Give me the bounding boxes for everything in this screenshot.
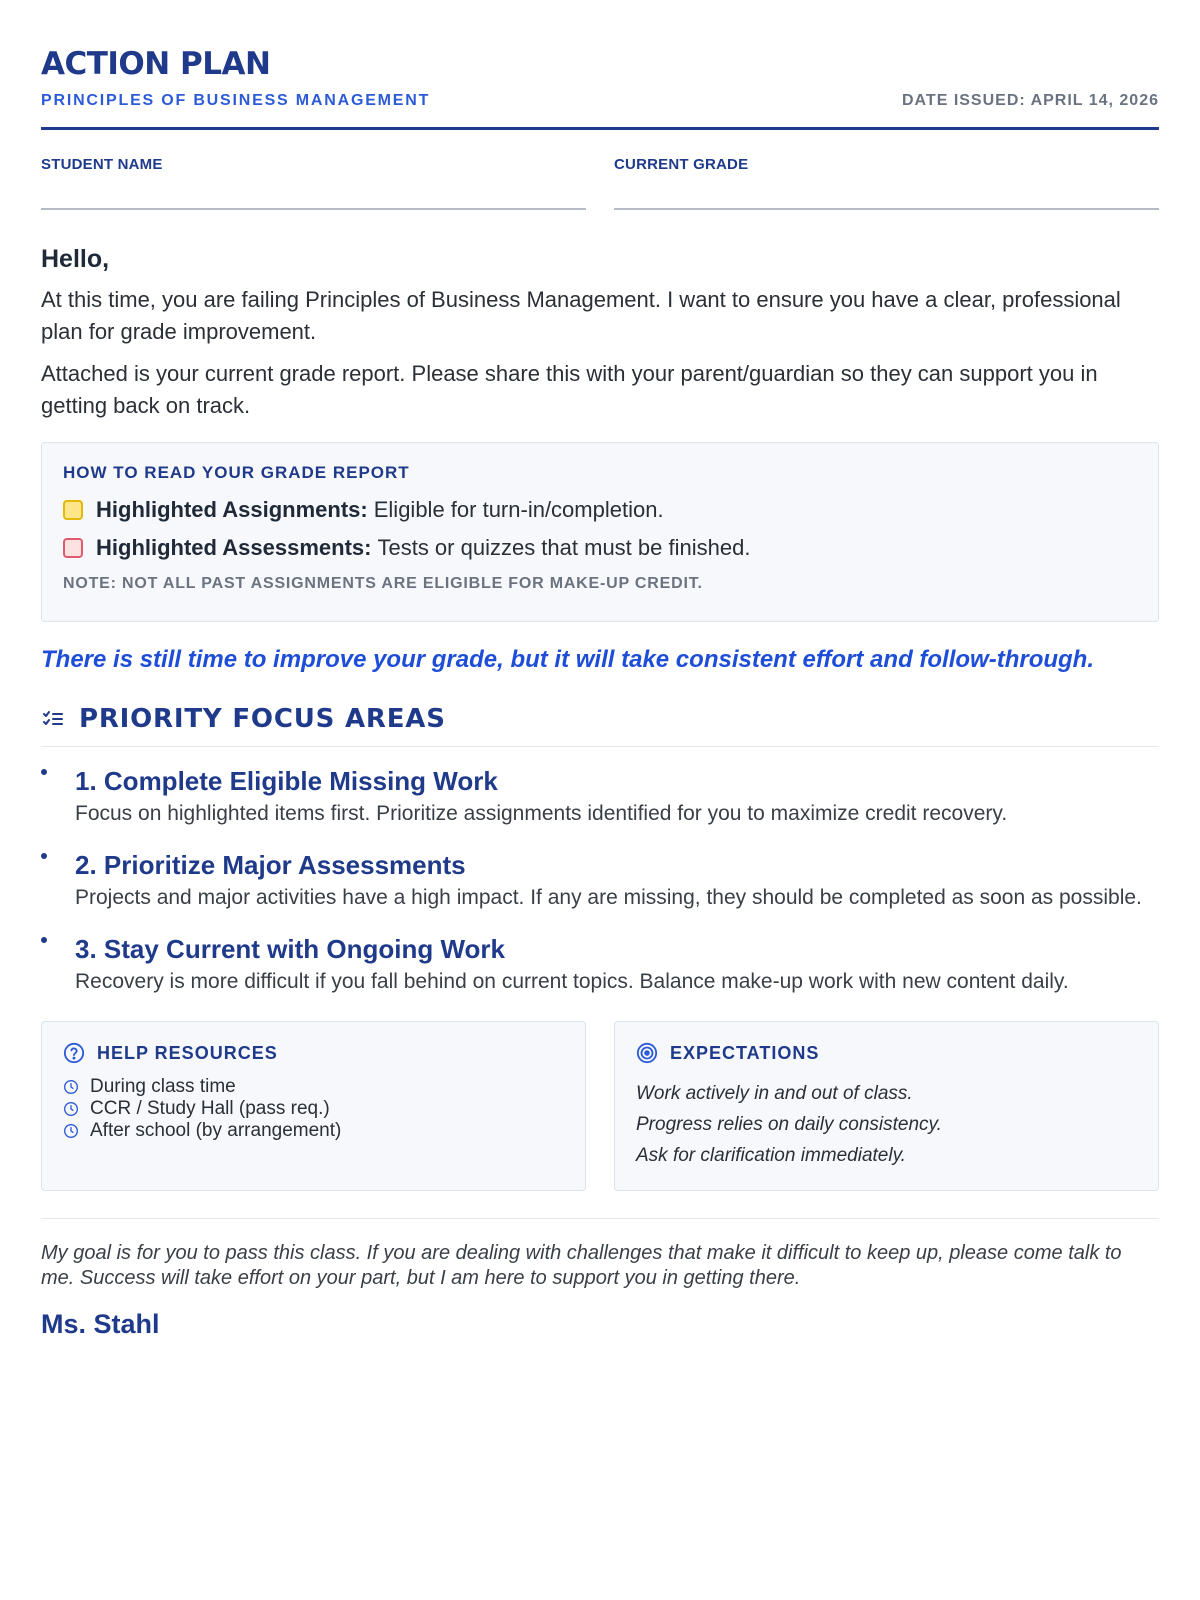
date-issued: DATE ISSUED: APRIL 14, 2026 bbox=[902, 92, 1159, 109]
legend-note: NOTE: NOT ALL PAST ASSIGNMENTS ARE ELIGIBLE FOR MAKE-UP CREDIT. bbox=[63, 575, 703, 592]
student-name-field bbox=[41, 156, 586, 210]
clock-icon bbox=[63, 1123, 79, 1139]
footer-divider bbox=[41, 1218, 1159, 1219]
help-item-text: During class time bbox=[90, 1076, 236, 1097]
priority-section-header bbox=[41, 704, 1159, 747]
legend-item-text: Tests or quizzes that must be finished. bbox=[377, 535, 751, 560]
list-item bbox=[41, 765, 1159, 829]
list-item bbox=[41, 849, 1159, 913]
intro-paragraph: At this time, you are failing Principles of Business Management. I want to ensure you have a clear, professional plan for grade improvement. bbox=[41, 287, 1121, 344]
bullet bbox=[41, 769, 47, 775]
current-grade-line[interactable] bbox=[614, 174, 1159, 210]
legend-item-label: Highlighted Assessments: bbox=[96, 535, 372, 560]
current-grade-field bbox=[614, 156, 1159, 210]
list-item bbox=[63, 1076, 564, 1098]
help-item-text: After school (by arrangement) bbox=[90, 1120, 342, 1141]
focus-item-desc: Focus on highlighted items first. Prioritize assignments identified for you to maximize credit recovery. bbox=[75, 802, 1008, 825]
grade-report-legend bbox=[41, 442, 1159, 622]
teacher-signature: Ms. Stahl bbox=[41, 1309, 160, 1339]
legend-item-label: Highlighted Assignments: bbox=[96, 497, 368, 522]
closing-note: My goal is for you to pass this class. If you are dealing with challenges that make it difficult to keep up, please come talk to me. Success will take effort on your part, but I am here to support you in getting there. bbox=[41, 1242, 1122, 1289]
student-name-label: STUDENT NAME bbox=[41, 156, 163, 173]
section-title: PRIORITY FOCUS AREAS bbox=[79, 704, 446, 734]
card-title: EXPECTATIONS bbox=[670, 1042, 820, 1063]
yellow-highlight-swatch bbox=[63, 500, 83, 520]
question-circle-icon bbox=[63, 1042, 85, 1064]
card-header bbox=[636, 1042, 1137, 1064]
focus-item-desc: Recovery is more difficult if you fall behind on current topics. Balance make-up work with new content daily. bbox=[75, 970, 1069, 993]
info-cards bbox=[41, 1021, 1159, 1191]
checklist-icon bbox=[41, 707, 65, 731]
priority-focus-list bbox=[41, 765, 1159, 997]
clock-icon bbox=[63, 1079, 79, 1095]
page-title: ACTION PLAN bbox=[41, 46, 271, 82]
header-subrow bbox=[41, 90, 1159, 112]
focus-item-title: 1. Complete Eligible Missing Work bbox=[75, 766, 498, 796]
legend-item-assignments bbox=[63, 497, 1137, 523]
list-item bbox=[41, 933, 1159, 997]
list-item bbox=[63, 1120, 564, 1142]
expectations-list bbox=[636, 1078, 1137, 1171]
focus-item-title: 3. Stay Current with Ongoing Work bbox=[75, 934, 505, 964]
bullet bbox=[41, 937, 47, 943]
legend-title: HOW TO READ YOUR GRADE REPORT bbox=[63, 463, 410, 482]
list-item: Progress relies on daily consistency. bbox=[636, 1114, 942, 1135]
focus-item-desc: Projects and major activities have a high impact. If any are missing, they should be completed as soon as possible. bbox=[75, 886, 1142, 909]
card-header bbox=[63, 1042, 564, 1064]
course-subtitle: PRINCIPLES OF BUSINESS MANAGEMENT bbox=[41, 92, 431, 109]
clock-icon bbox=[63, 1101, 79, 1117]
help-list bbox=[63, 1076, 564, 1142]
greeting: Hello, bbox=[41, 245, 110, 273]
expectations-card bbox=[614, 1021, 1159, 1191]
encouragement-callout: There is still time to improve your grade, but it will take consistent effort and follow-through. bbox=[41, 646, 1094, 673]
student-name-line[interactable] bbox=[41, 174, 586, 210]
target-icon bbox=[636, 1042, 658, 1064]
card-title: HELP RESOURCES bbox=[97, 1042, 278, 1063]
list-item: Ask for clarification immediately. bbox=[636, 1145, 906, 1166]
legend-item-text: Eligible for turn-in/completion. bbox=[373, 497, 664, 522]
list-item: Work actively in and out of class. bbox=[636, 1083, 913, 1104]
help-resources-card bbox=[41, 1021, 586, 1191]
current-grade-label: CURRENT GRADE bbox=[614, 156, 749, 173]
student-fields bbox=[41, 156, 1159, 210]
red-highlight-swatch bbox=[63, 538, 83, 558]
list-item bbox=[63, 1098, 564, 1120]
help-item-text: CCR / Study Hall (pass req.) bbox=[90, 1098, 330, 1119]
report-paragraph: Attached is your current grade report. Please share this with your parent/guardian so they can support you in getting back on track. bbox=[41, 361, 1098, 418]
legend-item-assessments bbox=[63, 535, 1137, 561]
header-divider bbox=[41, 127, 1159, 130]
bullet bbox=[41, 853, 47, 859]
focus-item-title: 2. Prioritize Major Assessments bbox=[75, 850, 466, 880]
